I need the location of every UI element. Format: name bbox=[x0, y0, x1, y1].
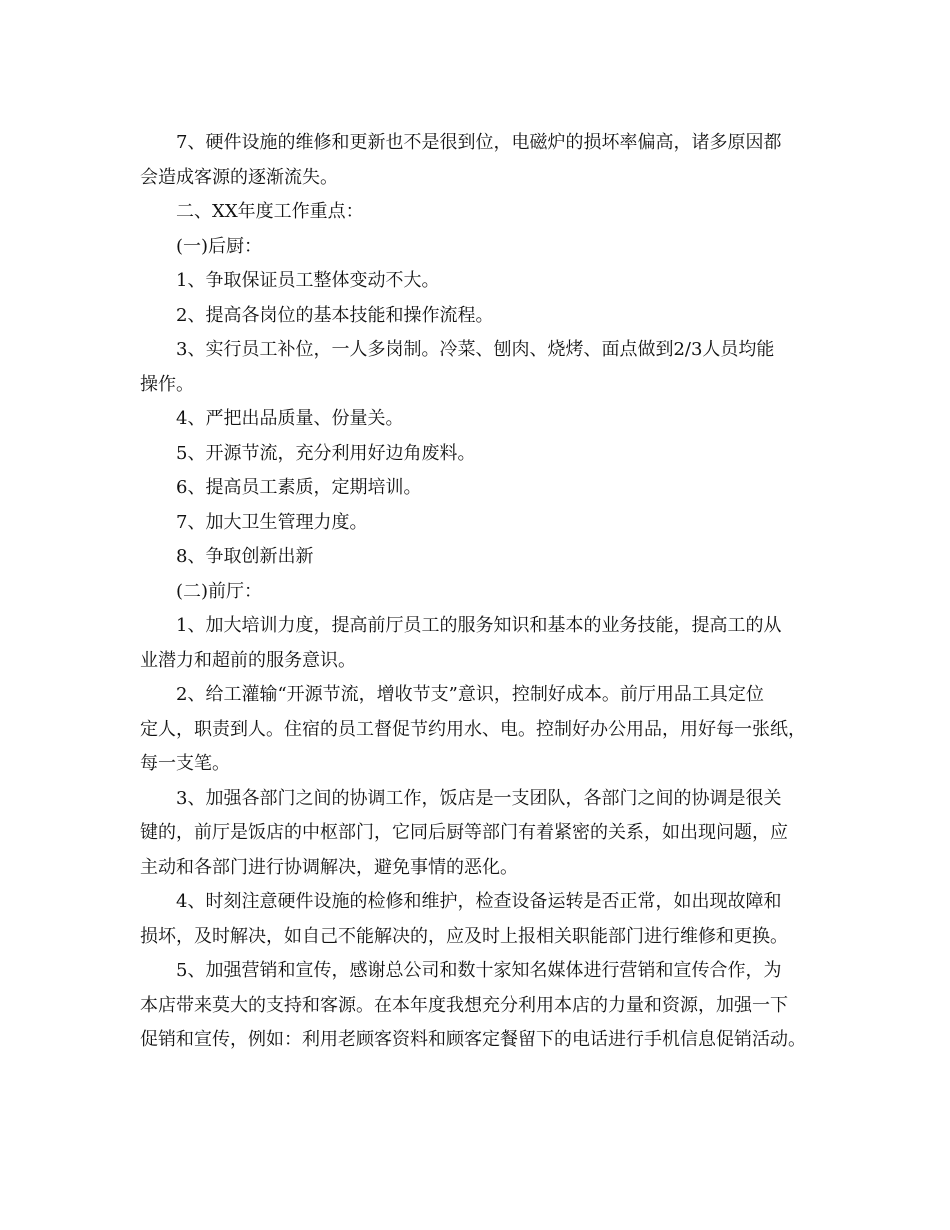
line: 7、硬件设施的维修和更新也不是很到位，电磁炉的损坏率偏高，诸多原因都 bbox=[176, 132, 782, 153]
line: 操作。 bbox=[140, 373, 194, 395]
line: 4、严把出品质量、份量关。 bbox=[176, 408, 404, 429]
line: 二、XX年度工作重点： bbox=[176, 201, 364, 222]
subsection-heading-front-hall bbox=[140, 575, 820, 610]
list-item bbox=[140, 471, 820, 506]
list-item bbox=[140, 609, 820, 678]
line: 本店带来莫大的支持和客源。在本年度我想充分利用本店的力量和资源，加强一下 bbox=[140, 994, 788, 1016]
line: 每一支笔。 bbox=[140, 753, 230, 774]
line: 键的，前厅是饭店的中枢部门，它同后厨等部门有着紧密的关系，如出现问题，应 bbox=[140, 822, 788, 843]
line: 7、加大卫生管理力度。 bbox=[176, 511, 368, 533]
line: 1、争取保证员工整体变动不大。 bbox=[176, 270, 440, 291]
list-item bbox=[140, 333, 820, 402]
line: 8、争取创新出新 bbox=[176, 546, 314, 567]
line: 1、加大培训力度，提高前厅员工的服务知识和基本的业务技能，提高工的从 bbox=[176, 615, 782, 636]
list-item bbox=[140, 506, 820, 541]
paragraph-hardware-maintenance bbox=[140, 126, 820, 195]
line: 2、提高各岗位的基本技能和操作流程。 bbox=[176, 304, 494, 326]
line: 5、开源节流，充分利用好边角废料。 bbox=[176, 442, 476, 464]
list-item bbox=[140, 540, 820, 575]
section-heading-work-focus bbox=[140, 195, 820, 230]
list-item bbox=[140, 954, 820, 1058]
list-item bbox=[140, 264, 820, 299]
subsection-heading-kitchen bbox=[140, 230, 820, 265]
line: 3、实行员工补位，一人多岗制。冷菜、刨肉、烧烤、面点做到2/3人员均能 bbox=[176, 339, 775, 360]
list-item bbox=[140, 678, 820, 782]
line: 促销和宣传，例如：利用老顾客资料和顾客定餐留下的电话进行手机信息促销活动。 bbox=[140, 1029, 806, 1050]
line: 定人，职责到人。住宿的员工督促节约用水、电。控制好办公用品，用好每一张纸， bbox=[140, 718, 806, 740]
line: 损坏，及时解决，如自己不能解决的，应及时上报相关职能部门进行维修和更换。 bbox=[140, 925, 788, 947]
list-item bbox=[140, 437, 820, 472]
line: (二)前厅： bbox=[176, 580, 263, 602]
line: 6、提高员工素质，定期培训。 bbox=[176, 477, 422, 498]
line: 会造成客源的逐渐流失。 bbox=[140, 166, 338, 188]
list-item bbox=[140, 782, 820, 886]
list-item bbox=[140, 402, 820, 437]
document-body bbox=[140, 126, 820, 1058]
line: (一)后厨： bbox=[176, 235, 263, 257]
line: 5、加强营销和宣传，感谢总公司和数十家知名媒体进行营销和宣传合作，为 bbox=[176, 960, 782, 981]
line: 2、给工灌输“开源节流，增收节支”意识，控制好成本。前厅用品工具定位 bbox=[176, 684, 764, 705]
line: 4、时刻注意硬件设施的检修和维护，检查设备运转是否正常，如出现故障和 bbox=[176, 891, 782, 912]
line: 3、加强各部门之间的协调工作，饭店是一支团队，各部门之间的协调是很关 bbox=[176, 787, 782, 809]
list-item bbox=[140, 885, 820, 954]
line: 主动和各部门进行协调解决，避免事情的恶化。 bbox=[140, 856, 518, 878]
line: 业潜力和超前的服务意识。 bbox=[140, 649, 356, 671]
list-item bbox=[140, 299, 820, 334]
